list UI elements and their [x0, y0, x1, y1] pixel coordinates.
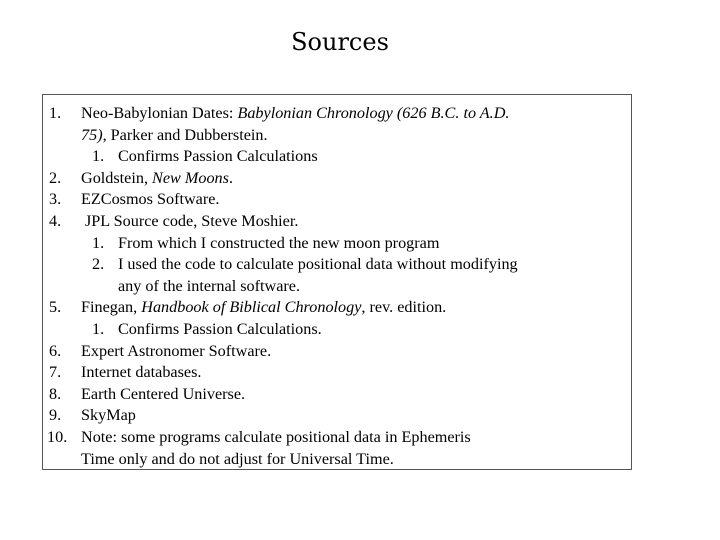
sub-item-text-cont: any of the internal software.: [118, 276, 301, 295]
list-item: [49, 405, 625, 427]
item-text-rest: .: [228, 168, 233, 187]
sub-list-item: [49, 233, 625, 255]
item-text: Expert Astronomer Software.: [81, 341, 272, 360]
list-item: [49, 211, 625, 233]
item-number: 9.: [49, 406, 62, 425]
item-italic-title: Babylonian Chronology (626 B.C. to A.D.: [237, 104, 510, 122]
sources-list: [42, 94, 632, 470]
item-text: JPL Source code, Steve Moshier.: [85, 211, 299, 230]
sub-item-text: From which I constructed the new moon program: [118, 233, 440, 252]
item-text-cont: , Parker and Dubberstein.: [102, 125, 268, 144]
item-text: Finegan,: [81, 298, 142, 317]
item-number: 1.: [49, 104, 62, 122]
item-text: Neo-Babylonian Dates:: [81, 104, 238, 122]
sub-item-text: Confirms Passion Calculations.: [118, 319, 322, 338]
item-number: 8.: [49, 384, 62, 403]
list-item: [49, 168, 625, 190]
item-italic-title: Handbook of Biblical Chronology: [141, 298, 362, 317]
item-text: EZCosmos Software.: [81, 190, 220, 209]
item-italic-title: New Moons: [152, 168, 229, 187]
sub-list-item: [49, 146, 625, 168]
item-text: Note: some programs calculate positional data in Ephemeris: [81, 427, 471, 446]
item-number: 6.: [49, 341, 62, 360]
slide-title: Sources: [291, 28, 389, 56]
list-item: [49, 189, 625, 211]
sub-list-item-continuation: [49, 276, 625, 298]
list-item-continuation: [49, 449, 625, 471]
list-item: [49, 297, 625, 319]
sub-item-number: 1.: [92, 147, 105, 166]
sub-item-number: 1.: [92, 233, 105, 252]
item-number: 3.: [49, 190, 62, 209]
sub-list-item: [49, 254, 625, 276]
item-text-rest: , rev. edition.: [361, 298, 447, 317]
list-item: [49, 384, 625, 406]
item-text: Internet databases.: [81, 363, 202, 382]
item-text: SkyMap: [81, 406, 136, 425]
sub-item-number: 1.: [92, 319, 105, 338]
list-item: [49, 103, 625, 125]
item-text: Earth Centered Universe.: [81, 384, 246, 403]
list-item-continuation: [49, 125, 625, 147]
item-number: 2.: [49, 168, 62, 187]
list-item: [49, 341, 625, 363]
item-italic-title-cont: 75): [81, 125, 103, 144]
item-number: 5.: [49, 298, 62, 317]
sub-list-item: [49, 319, 625, 341]
item-number: 10.: [47, 427, 68, 446]
item-number: 4.: [49, 211, 62, 230]
sub-item-number: 2.: [92, 255, 105, 274]
sub-item-text: Confirms Passion Calculations: [118, 147, 318, 166]
item-number: 7.: [49, 363, 62, 382]
list-item: [49, 427, 625, 449]
item-text-cont: Time only and do not adjust for Universal Time.: [81, 449, 394, 468]
list-item: [49, 362, 625, 384]
item-text: Goldstein,: [81, 168, 153, 187]
sub-item-text: I used the code to calculate positional data without modifying: [118, 255, 518, 274]
